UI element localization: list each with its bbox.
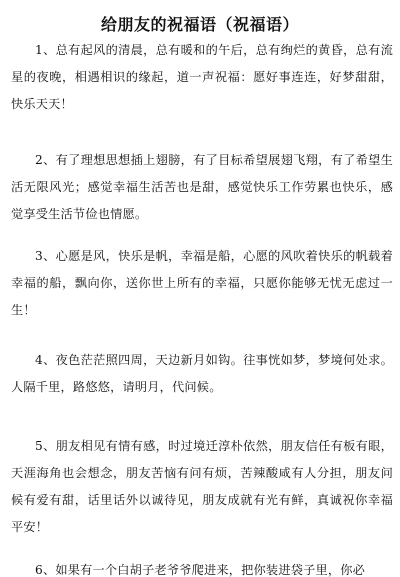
paragraph-5: 5、朋友相见有情有感，时过境迁淳朴依然，朋友信任有板有眼，天涯海角也会想念，朋友苦恼有问有烦，苦辣酸咸有人分担，朋友问候有爱有甜，话里话外以诚待见，朋友成就有光有鲜，真诚祝你幸福平安！ — [11, 439, 393, 534]
paragraph-1: 1、总有起风的清晨，总有暖和的午后，总有绚烂的黄昏，总有流星的夜晚，相遇相识的缘起，道一声祝福：愿好事连连，好梦甜甜，快乐天天！ — [11, 43, 393, 111]
paragraph-6-partial: 6、如果有一个白胡子老爷爷爬进来，把你装进袋子里，你必 — [35, 563, 366, 577]
paragraph-2: 2、有了理想思想插上翅膀，有了目标希望展翅飞翔，有了希望生活无限风光；感觉幸福生活苦也是甜，感觉快乐工作劳累也快乐，感觉享受生活节俭也情愿。 — [11, 153, 393, 221]
document-title: 给朋友的祝福语（祝福语） — [100, 15, 299, 34]
paragraph-3: 3、心愿是风，快乐是帆，幸福是船，心愿的风吹着快乐的帆载着幸福的船，飘向你，送你世上所有的幸福，只愿你能够无忧无虑过一生！ — [11, 249, 393, 317]
paragraph-4: 4、夜色茫茫照四周，天边新月如钩。往事恍如梦，梦境何处求。人隔千里，路悠悠，请明月，代问候。 — [11, 353, 393, 394]
